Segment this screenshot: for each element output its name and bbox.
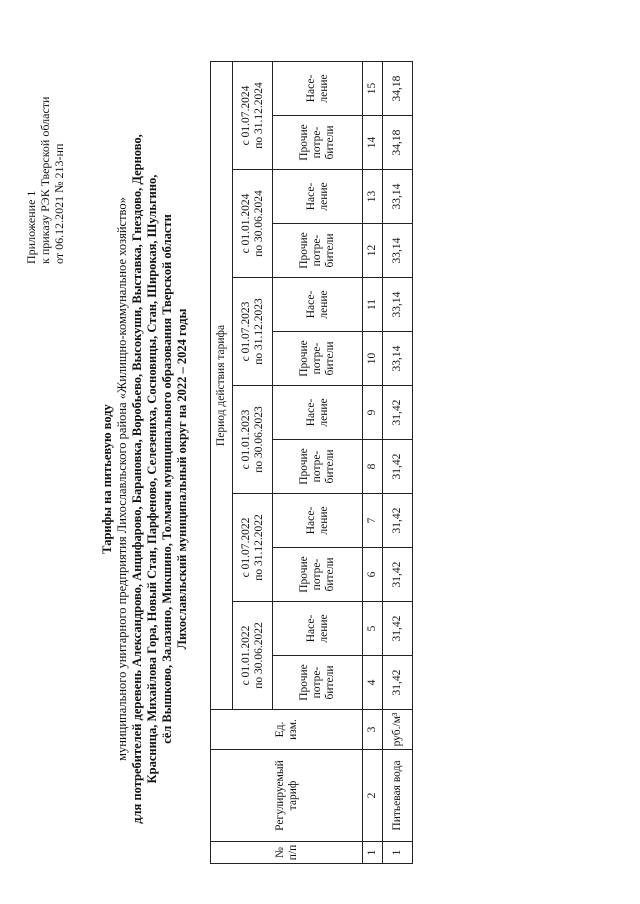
- annex-line-2: к приказу РЭК Тверской области: [38, 96, 52, 264]
- header-other-consumers: Прочие потре- бители: [273, 440, 363, 494]
- column-number: 14: [363, 116, 383, 170]
- row-unit: руб./м³: [383, 710, 413, 750]
- column-number: 5: [363, 602, 383, 656]
- period-to: по 31.12.2024: [252, 82, 265, 149]
- period-header: [233, 602, 273, 710]
- period-from: с 01.07.2024: [239, 85, 252, 146]
- period-from: с 01.07.2022: [239, 517, 252, 578]
- period-to: по 30.06.2023: [252, 406, 265, 473]
- column-number: 11: [363, 278, 383, 332]
- period-header: [233, 494, 273, 602]
- title-line-2: муниципального унитарного предприятия Лихославльского района «Жилищно-коммунальное хозяйство»: [115, 197, 129, 761]
- header-population: Насе- ление: [273, 170, 363, 224]
- column-number: 7: [363, 494, 383, 548]
- header-population: Насе- ление: [273, 62, 363, 116]
- header-other-consumers: Прочие потре- бители: [273, 224, 363, 278]
- column-number: 1: [363, 842, 383, 864]
- tariff-value: 31,42: [383, 440, 413, 494]
- period-from: с 01.01.2024: [239, 193, 252, 254]
- header-tariff: Регулируемый тариф: [211, 750, 363, 842]
- tariff-value: 33,14: [383, 332, 413, 386]
- tariff-value: 31,42: [383, 386, 413, 440]
- title-line-5: сёл Вышково, Залазино, Микшино, Толмачи муниципального образования Тверской области: [160, 214, 174, 744]
- column-number: 13: [363, 170, 383, 224]
- period-to: по 30.06.2022: [252, 622, 265, 689]
- tariff-value: 31,42: [383, 548, 413, 602]
- period-from: с 01.07.2023: [239, 301, 252, 362]
- tariff-value: 33,14: [383, 224, 413, 278]
- document-title: [100, 94, 190, 864]
- header-period: Период действия тарифа: [211, 62, 233, 710]
- period-header: [233, 170, 273, 278]
- header-population: Насе- ление: [273, 494, 363, 548]
- column-number: 8: [363, 440, 383, 494]
- column-number: 6: [363, 548, 383, 602]
- header-other-consumers: Прочие потре- бители: [273, 656, 363, 710]
- header-other-consumers: Прочие потре- бители: [273, 332, 363, 386]
- annex-reference: [24, 34, 66, 264]
- tariff-value: 34,18: [383, 116, 413, 170]
- tariff-value: 34,18: [383, 62, 413, 116]
- header-population: Насе- ление: [273, 278, 363, 332]
- column-number: 4: [363, 656, 383, 710]
- period-from: с 01.01.2023: [239, 409, 252, 470]
- tariff-value: 31,42: [383, 494, 413, 548]
- tariff-table: [210, 61, 413, 864]
- column-number: 15: [363, 62, 383, 116]
- title-line-1: Тарифы на питьевую воду: [100, 404, 114, 554]
- tariff-value: 33,14: [383, 170, 413, 224]
- header-other-consumers: Прочие потре- бители: [273, 548, 363, 602]
- period-to: по 31.12.2023: [252, 298, 265, 365]
- column-number: 2: [363, 750, 383, 842]
- header-population: Насе- ление: [273, 602, 363, 656]
- annex-line-1: Приложение 1: [24, 190, 38, 264]
- header-other-consumers: Прочие потре- бители: [273, 116, 363, 170]
- column-number: 10: [363, 332, 383, 386]
- tariff-value: 31,42: [383, 656, 413, 710]
- period-to: по 31.12.2022: [252, 514, 265, 581]
- header-number: № п/п: [211, 842, 363, 864]
- period-header: [233, 278, 273, 386]
- column-number: 9: [363, 386, 383, 440]
- header-unit: Ед. изм.: [211, 710, 363, 750]
- column-number: 3: [363, 710, 383, 750]
- row-number: 1: [383, 842, 413, 864]
- period-header: [233, 62, 273, 170]
- header-population: Насе- ление: [273, 386, 363, 440]
- tariff-value: 33,14: [383, 278, 413, 332]
- title-line-3: для потребителей деревень Александрово, Анцифарово, Барановка, Воробьево, Высокуши, Выставка, Гнездово, Дерново,: [130, 134, 144, 824]
- tariff-value: 31,42: [383, 602, 413, 656]
- title-line-4: Красница, Михайлова Гора, Новый Стан, Парфеново, Селезениха, Сосновицы, Стан, Широкая, Шульгино,: [145, 174, 159, 784]
- title-line-6: Лихославльский муниципальный округ на 2022 – 2024 годы: [175, 308, 189, 650]
- annex-line-3: от 06.12.2021 № 213-нп: [52, 143, 66, 264]
- period-header: [233, 386, 273, 494]
- row-tariff: Питьевая вода: [383, 750, 413, 842]
- period-from: с 01.01.2022: [239, 625, 252, 686]
- column-number: 12: [363, 224, 383, 278]
- period-to: по 30.06.2024: [252, 190, 265, 257]
